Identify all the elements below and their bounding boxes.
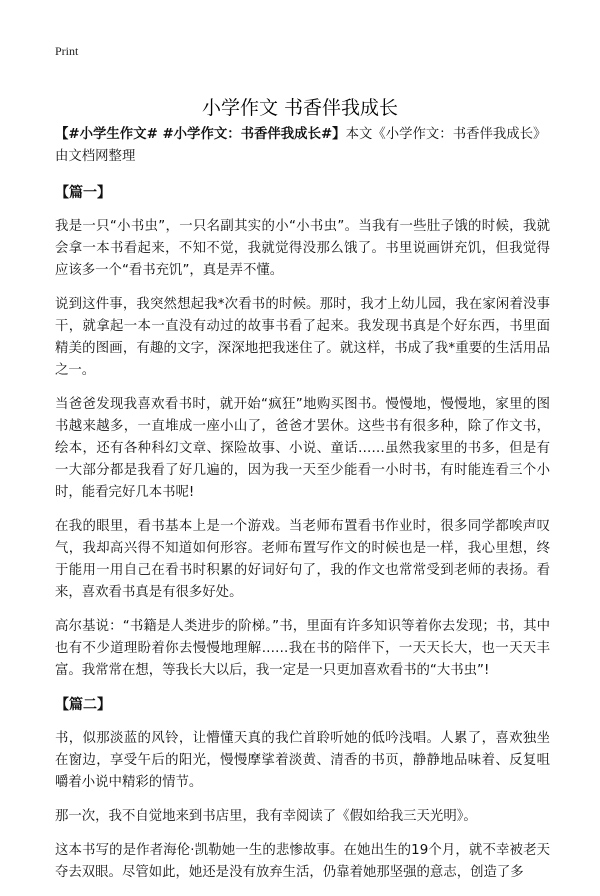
intro-line bbox=[55, 124, 550, 168]
paragraph: 在我的眼里，看书基本上是一个游戏。当老师布置看书作业时，很多同学都唉声叹气，我却高兴得不知道如何形容。老师布置写作文的时候也是一样，我心里想，终于能用一用自己在看书时积累的好词好句了，我的作文也常常受到老师的表扬。看来，喜欢看书真是有很多好处。 bbox=[55, 519, 550, 600]
section-heading-2: 【篇二】 bbox=[55, 697, 111, 713]
paragraph: 这本书写的是作者海伦·凯勒她一生的悲惨故事。在她出生的19个月，就不幸被老天夺去双眼。尽管如此，她还是没有放弃生活，仍靠着她那坚强的意志，创造了多 bbox=[55, 843, 550, 880]
intro-source: 本文《小学作文：书香伴我成长》由文档网整理 bbox=[55, 127, 547, 164]
paragraph: 我是一只“小书虫”，一只名副其实的小“小书虫”。当我有一些肚子饿的时候，我就会拿一本书看起来，不知不觉，我就觉得没那么饿了。书里说画饼充饥，但我觉得应该多一个“看书充饥”，真是弄不懂。 bbox=[55, 219, 550, 278]
page-title: 小学作文 书香伴我成长 bbox=[201, 96, 399, 119]
paragraph: 当爸爸发现我喜欢看书时，就开始“疯狂”地购买图书。慢慢地，慢慢地，家里的图书越来越多，一直堆成一座小山了，爸爸才罢休。这些书有很多种，除了作文书，绘本，还有各种科幻文章、探险故事、小说、童话……虽然我家里的书多，但是有一大部分都是我看了好几遍的，因为我一天至少能看一小时书，有时能连看三个小时，能看完好几本书呢! bbox=[55, 397, 550, 500]
paragraph: 高尔基说：“书籍是人类进步的阶梯。”书，里面有许多知识等着你去发现；书，其中也有不少道理盼着你去慢慢地理解……我在书的陪伴下，一天天长大，也一天天丰富。我常常在想，等我长大以后，我一定是一只更加喜欢看书的“大书虫”! bbox=[55, 619, 550, 678]
article-body bbox=[55, 124, 550, 896]
paragraph: 那一次，我不自觉地来到书店里，我有幸阅读了《假如给我三天光明》。 bbox=[55, 809, 477, 824]
print-label: Print bbox=[55, 44, 79, 58]
intro-tags: 【#小学生作文# #小学作文：书香伴我成长#】 bbox=[55, 127, 346, 142]
paragraph: 书，似那淡蓝的风铃，让懵懂天真的我伫首聆听她的低吟浅唱。人累了，喜欢独坐在窗边，享受午后的阳光，慢慢摩挲着淡黄、清香的书页，静静地品味着、反复咀嚼着小说中精彩的情节。 bbox=[55, 731, 550, 790]
section-heading-1: 【篇一】 bbox=[55, 185, 111, 201]
paragraph: 说到这件事，我突然想起我*次看书的时候。那时，我才上幼儿园，我在家闲着没事干，就拿起一本一直没有动过的故事书看了起来。我发现书真是个好东西，书里面精美的图画，有趣的文字，深深地把我迷住了。就这样，书成了我*重要的生活用品之一。 bbox=[55, 297, 550, 378]
